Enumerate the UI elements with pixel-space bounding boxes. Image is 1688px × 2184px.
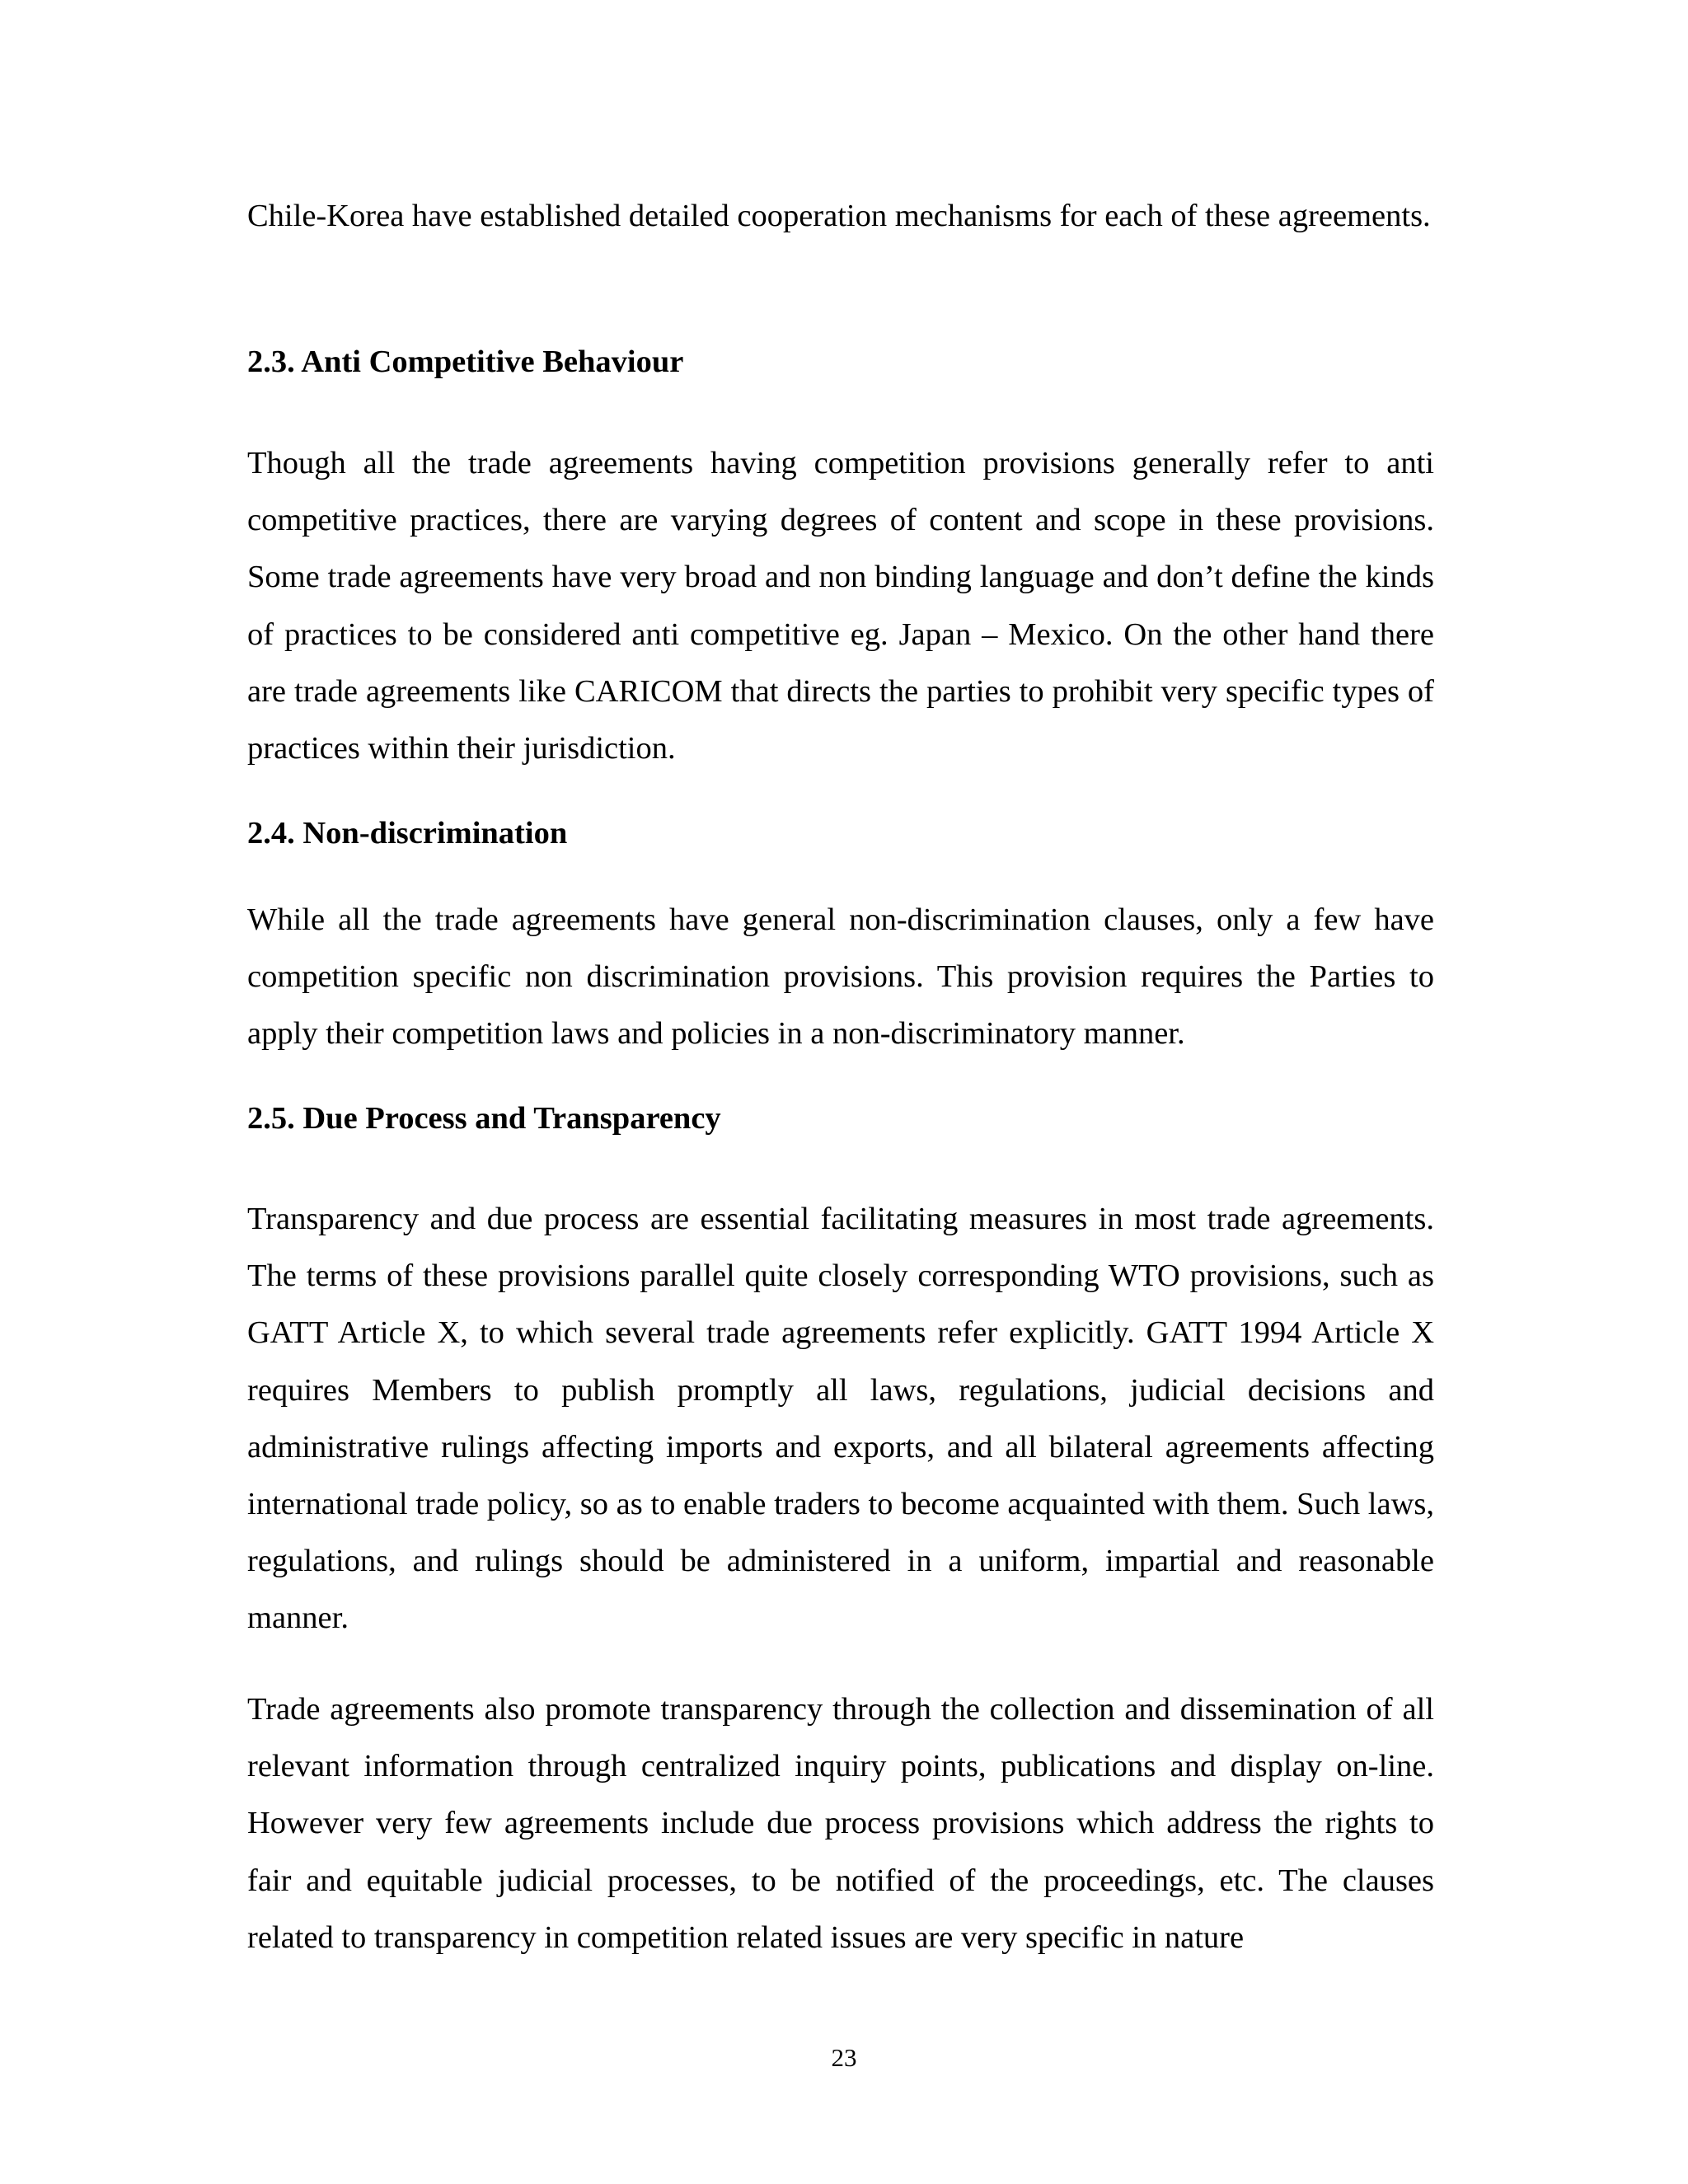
section-2-5-body-2 — [247, 1681, 1434, 1966]
section-2-3-heading: 2.3. Anti Competitive Behaviour — [247, 344, 684, 379]
page-number: 23 — [831, 2043, 857, 2072]
section-2-3-body — [247, 435, 1434, 777]
section-2-4-heading-block — [247, 814, 1434, 852]
section-2-5-heading: 2.5. Due Process and Transparency — [247, 1101, 721, 1136]
section-2-4-paragraph: While all the trade agreements have general non-discrimination clauses, only a few have competition specific non discrimination provisions. This provision requires the Parties to apply their competition laws and policies in a non-discriminatory manner. — [247, 902, 1434, 1052]
section-2-3-heading-block — [247, 343, 1434, 381]
section-2-5-paragraph-1: Transparency and due process are essential facilitating measures in most trade agreements. The terms of these provisions parallel quite closely corresponding WTO provisions, such as GATT Article X, to which several trade agreements refer explicitly. GATT 1994 Article X requires Members to publish promptly all laws, regulations, judicial decisions and administrative rulings affecting imports and exports, and all bilateral agreements affecting international trade policy, so as to enable traders to become acquainted with them. Such laws, regulations, and rulings should be administered in a uniform, impartial and reasonable manner. — [247, 1202, 1434, 1636]
section-2-4-body — [247, 892, 1434, 1063]
intro-paragraph: Chile-Korea have established detailed cooperation mechanisms for each of these agreements. — [247, 199, 1431, 233]
section-2-5-paragraph-2: Trade agreements also promote transparency through the collection and dissemination of all relevant information through centralized inquiry points, publications and display on-line. However very few agreements include due process provisions which address the rights to fair and equitable judicial processes, to be notified of the proceedings, etc. The clauses related to transparency in competition related issues are very specific in nature — [247, 1692, 1434, 1955]
section-2-5-heading-block — [247, 1099, 1434, 1137]
intro-block — [247, 188, 1434, 245]
section-2-3-paragraph: Though all the trade agreements having competition provisions generally refer to anti competitive practices, there are varying degrees of content and scope in these provisions. Some trade agreements have very broad and non binding language and don’t define the kinds of practices to be considered anti competitive eg. Japan – Mexico. On the other hand there are trade agreements like CARICOM that directs the parties to prohibit very specific types of practices within their jurisdiction. — [247, 446, 1434, 766]
section-2-5-body-1 — [247, 1191, 1434, 1647]
section-2-4-heading: 2.4. Non-discrimination — [247, 816, 568, 851]
